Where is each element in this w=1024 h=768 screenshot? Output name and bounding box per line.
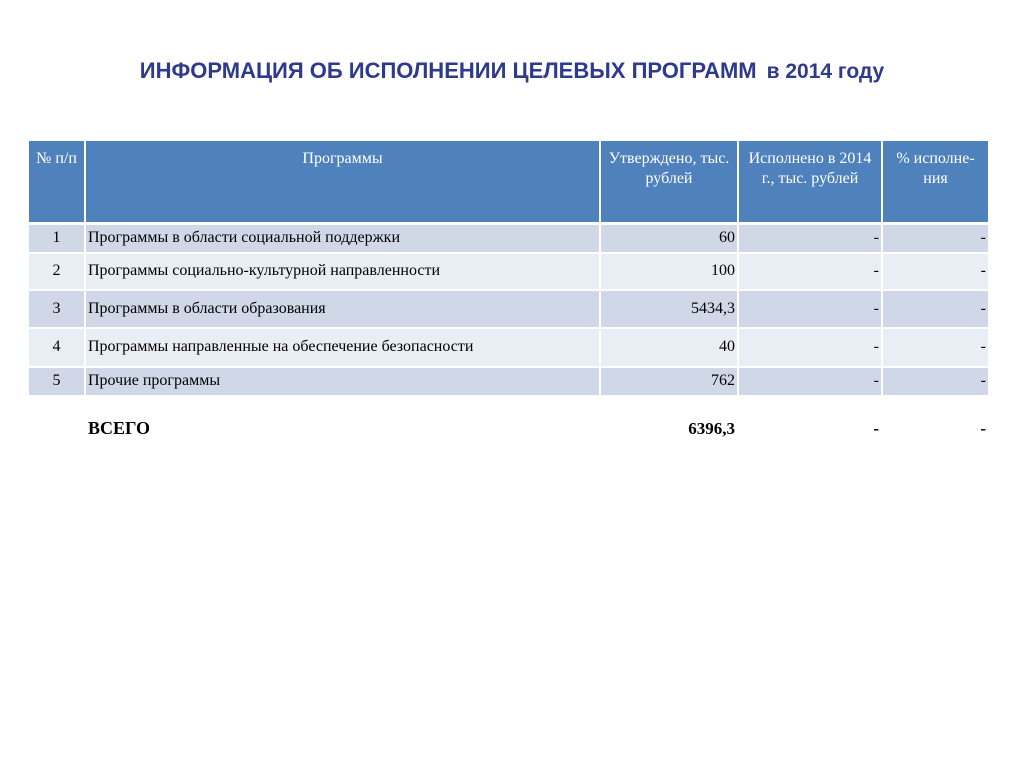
row-program-name: Программы в области образования bbox=[85, 290, 600, 328]
total-num bbox=[29, 396, 85, 442]
row-program-name: Программы направленные на обеспечение безопасности bbox=[85, 328, 600, 367]
row-percent: - bbox=[882, 290, 988, 328]
table-row bbox=[29, 290, 988, 328]
row-num: 3 bbox=[29, 290, 85, 328]
slide-title bbox=[0, 58, 1024, 84]
row-executed: - bbox=[738, 290, 882, 328]
row-percent: - bbox=[882, 224, 988, 253]
programs-table bbox=[29, 141, 988, 443]
row-executed: - bbox=[738, 253, 882, 290]
table-header-row bbox=[29, 141, 988, 224]
row-program-name: Программы социально-культурной направленности bbox=[85, 253, 600, 290]
row-num: 1 bbox=[29, 224, 85, 253]
row-executed: - bbox=[738, 224, 882, 253]
row-percent: - bbox=[882, 253, 988, 290]
row-program-name: Прочие программы bbox=[85, 367, 600, 396]
row-percent: - bbox=[882, 328, 988, 367]
table-row bbox=[29, 328, 988, 367]
row-num: 2 bbox=[29, 253, 85, 290]
table-row bbox=[29, 367, 988, 396]
row-num: 5 bbox=[29, 367, 85, 396]
header-program: Программы bbox=[85, 141, 600, 224]
table-row bbox=[29, 224, 988, 253]
row-approved: 100 bbox=[600, 253, 738, 290]
header-percent: % исполне-ния bbox=[882, 141, 988, 224]
row-program-name: Программы в области социальной поддержки bbox=[85, 224, 600, 253]
row-approved: 762 bbox=[600, 367, 738, 396]
total-executed: - bbox=[738, 396, 882, 442]
row-approved: 5434,3 bbox=[600, 290, 738, 328]
row-executed: - bbox=[738, 328, 882, 367]
row-approved: 40 bbox=[600, 328, 738, 367]
table-total-row bbox=[29, 396, 988, 442]
row-num: 4 bbox=[29, 328, 85, 367]
header-approved: Утверждено, тыс. рублей bbox=[600, 141, 738, 224]
row-percent: - bbox=[882, 367, 988, 396]
row-executed: - bbox=[738, 367, 882, 396]
table-row bbox=[29, 253, 988, 290]
header-executed: Исполнено в 2014 г., тыс. рублей bbox=[738, 141, 882, 224]
header-num: № п/п bbox=[29, 141, 85, 224]
total-percent: - bbox=[882, 396, 988, 442]
total-approved: 6396,3 bbox=[600, 396, 738, 442]
slide-title-year: в 2014 году bbox=[766, 60, 885, 83]
total-label: ВСЕГО bbox=[85, 396, 600, 442]
row-approved: 60 bbox=[600, 224, 738, 253]
slide-title-main: ИНФОРМАЦИЯ ОБ ИСПОЛНЕНИИ ЦЕЛЕВЫХ ПРОГРАММ bbox=[139, 58, 757, 83]
